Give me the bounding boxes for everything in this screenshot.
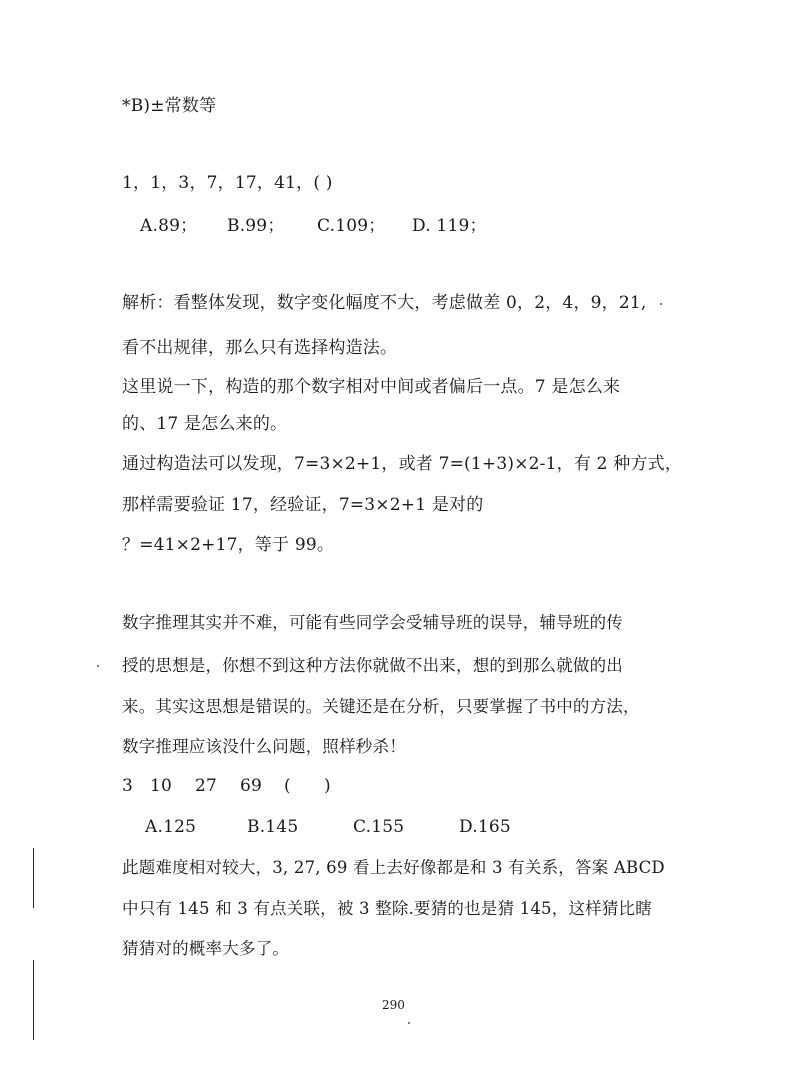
q2-options [0, 816, 800, 838]
analysis1-line-6: 那样需要验证 17，经验证，7=3×2+1 是对的 [122, 495, 484, 515]
q2-paren-open: ( [284, 776, 291, 796]
analysis1-line-1: 解析：看整体发现，数字变化幅度不大，考虑做差 0，2，4，9，21, [122, 293, 647, 313]
analysis1-line-3: 这里说一下，构造的那个数字相对中间或者偏后一点。7 是怎么来 [122, 377, 621, 397]
header-fragment: *B)±常数等 [122, 96, 217, 116]
analysis2-line-3: 猜猜对的概率大多了。 [122, 939, 289, 958]
commentary-line-3: 来。其实这思想是错误的。关键还是在分析，只要掌握了书中的方法， [122, 697, 640, 716]
scan-edge-mark [33, 848, 34, 908]
scan-edge-mark [33, 960, 34, 1040]
analysis2-line-1: 此题难度相对较大，3, 27, 69 看上去好像都是和 3 有关系，答案 ABCD [122, 858, 665, 877]
q2-option-c: C.155 [353, 817, 405, 837]
page-number: 290 [382, 998, 405, 1012]
analysis1-line-5: 通过构造法可以发现，7=3×2+1，或者 7=(1+3)×2-1，有 2 种方式， [122, 454, 683, 474]
q1-option-a: A.89； [140, 216, 198, 236]
scan-speck [660, 303, 662, 305]
analysis2-line-2: 中只有 145 和 3 有点关联，被 3 整除.要猜的也是猜 145，这样猜比瞎 [122, 899, 652, 918]
q1-option-d: D. 119； [412, 216, 487, 236]
scan-speck [408, 1022, 410, 1024]
analysis1-line-4: 的、17 是怎么来的。 [122, 414, 288, 434]
q1-option-b: B.99； [227, 216, 285, 236]
q2-term-1: 3 [122, 776, 134, 796]
commentary-line-1: 数字推理其实并不难，可能有些同学会受辅导班的误导，辅导班的传 [122, 613, 623, 632]
commentary-line-2: 授的思想是，你想不到这种方法你就做不出来，想的到那么就做的出 [122, 656, 623, 675]
q2-term-4: 69 [240, 776, 263, 796]
scan-speck [97, 665, 99, 667]
q2-term-3: 27 [195, 776, 218, 796]
q2-term-2: 10 [150, 776, 173, 796]
q2-sequence [0, 775, 800, 797]
analysis1-line-2: 看不出规律，那么只有选择构造法。 [122, 338, 398, 358]
commentary-line-4: 数字推理应该没什么问题，照样秒杀！ [122, 737, 406, 756]
q2-option-a: A.125 [145, 817, 197, 837]
q2-paren-close: ) [324, 776, 331, 796]
q1-option-c: C.109； [317, 216, 386, 236]
q2-option-d: D.165 [459, 817, 511, 837]
q2-option-b: B.145 [247, 817, 299, 837]
analysis1-line-7: ？=41×2+17，等于 99。 [122, 535, 335, 555]
q1-sequence: 1，1，3，7，17，41，( ) [122, 173, 333, 193]
q1-options [0, 215, 800, 237]
